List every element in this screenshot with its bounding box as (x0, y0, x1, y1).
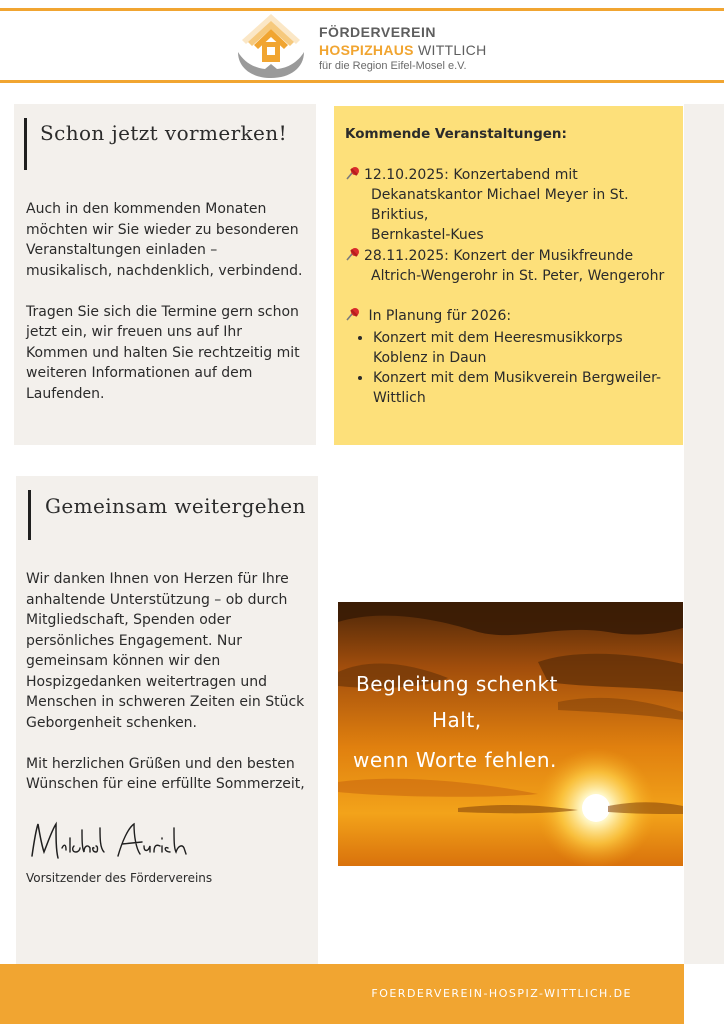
photo-caption-line: Begleitung schenkt (356, 672, 558, 696)
header-top-rule (0, 8, 724, 11)
planning-label: In Planung für 2026: (368, 308, 512, 324)
intro-text (26, 199, 306, 425)
thanks-text (26, 569, 310, 815)
list-item: • Konzert mit dem Heeresmusikkorps Koblenz in Daun (373, 328, 681, 368)
thanks-paragraph: Wir danken Ihnen von Herzen für Ihre anhaltende Unterstützung – ob durch Mitgliedschaft, Spenden oder persönliches Engagement. Nur gemeinsam können wir den Hospizgedanken weitertragen und Menschen in schweren Zeiten ein Stück Geborgenheit schenken. (26, 571, 305, 731)
intro-paragraph: Auch in den kommenden Monaten möchten wir Sie wieder zu besonderen Veranstaltungen einladen – musikalisch, nachdenklich, verbindend. (26, 201, 303, 279)
intro-paragraph: Tragen Sie sich die Termine gern schon jetzt ein, wir freuen uns auf Ihr Kommen und halten Sie rechtzeitig mit weiteren Informationen auf dem Laufenden. (26, 303, 300, 402)
list-item: • Konzert mit dem Musikverein Bergweiler-Wittlich (373, 368, 681, 408)
thanks-paragraph: Mit herzlichen Grüßen und den besten Wünschen für eine erfüllte Sommerzeit, (26, 755, 305, 792)
event-item (345, 246, 681, 286)
event-line: Bernkastel-Kues (371, 227, 484, 243)
sunset-photo (338, 602, 683, 866)
event-line: 12.10.2025: Konzertabend mit (364, 167, 578, 183)
signature-caption: Vorsitzender des Fördervereins (26, 871, 213, 885)
pushpin-icon (345, 246, 361, 262)
org-name-city: WITTLICH (413, 42, 487, 58)
section-heading-save-the-date: Schon jetzt vormerken! (40, 121, 288, 145)
right-margin-panel (684, 104, 724, 964)
planning-list (345, 328, 681, 408)
org-name-accent: HOSPIZHAUS (319, 42, 414, 58)
header-bottom-rule (0, 80, 724, 83)
event-item (345, 165, 681, 245)
event-line: Altrich-Wengerohr in St. Peter, Wengerohr (371, 268, 665, 284)
photo-caption-line: wenn Worte fehlen. (353, 748, 557, 772)
event-line: 28.11.2025: Konzert der Musikfreunde (364, 248, 634, 264)
pushpin-icon (345, 306, 361, 322)
footer-website-link[interactable]: FOERDERVEREIN-HOSPIZ-WITTLICH.DE (371, 987, 632, 1000)
photo-caption-line: Halt, (432, 708, 482, 732)
pushpin-icon (345, 165, 361, 181)
heading-accent-bar (28, 490, 31, 540)
event-line: Dekanatskantor Michael Meyer in St. Briktius, (371, 187, 629, 223)
org-name-line1: FÖRDERVEREIN (319, 24, 436, 40)
org-region: für die Region Eifel-Mosel e.V. (319, 60, 467, 72)
hospice-house-hands-logo (232, 12, 310, 82)
heading-accent-bar (24, 118, 27, 170)
handwritten-signature (26, 812, 206, 872)
section-heading-together: Gemeinsam weitergehen (45, 494, 306, 518)
events-title: Kommende Veranstaltungen: (345, 126, 567, 142)
org-name-line2 (319, 42, 487, 58)
event-planning (345, 306, 681, 408)
